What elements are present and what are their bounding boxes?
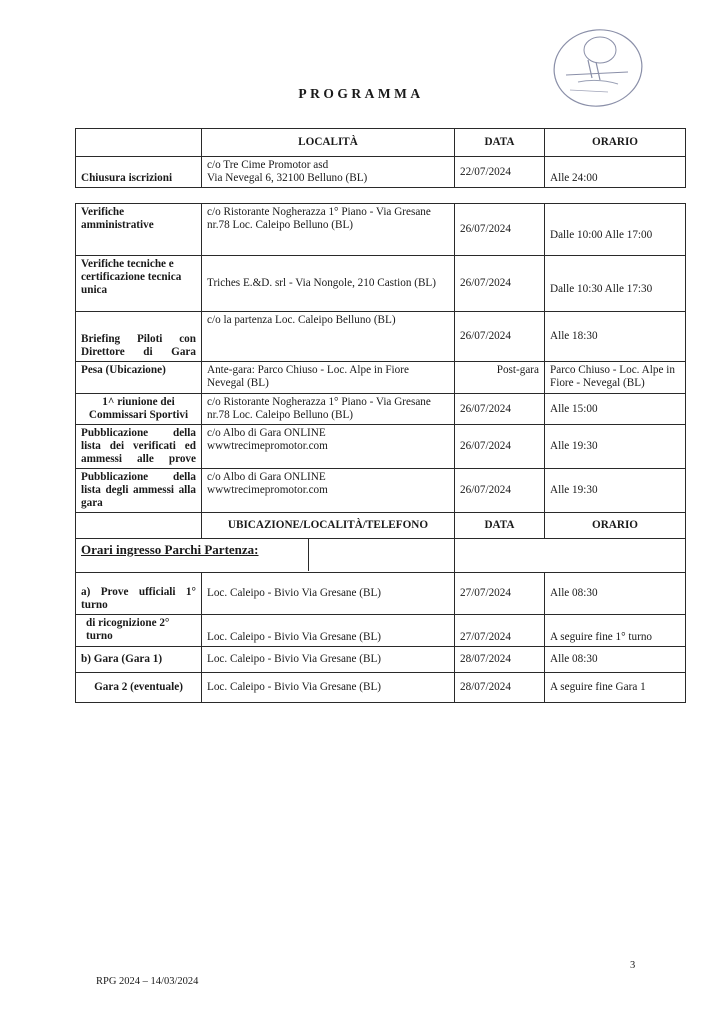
table-row bbox=[76, 312, 686, 362]
parchi-orario: A seguire fine Gara 1 bbox=[545, 673, 686, 703]
chiusura-data: 22/07/2024 bbox=[455, 157, 545, 188]
table-row bbox=[76, 204, 686, 256]
parchi-data: 28/07/2024 bbox=[455, 647, 545, 673]
chiusura-label: Chiusura iscrizioni bbox=[76, 157, 202, 188]
row-label: Briefing Piloti con Direttore di Gara bbox=[76, 312, 202, 362]
chiusura-localita bbox=[202, 157, 455, 188]
table-row bbox=[76, 425, 686, 469]
row-localita: c/o la partenza Loc. Caleipo Belluno (BL) bbox=[202, 312, 455, 362]
chiusura-table bbox=[75, 128, 686, 188]
row-orario: Alle 19:30 bbox=[545, 425, 686, 469]
table-row bbox=[76, 573, 686, 615]
table-row bbox=[76, 469, 686, 513]
parchi-data: 27/07/2024 bbox=[455, 573, 545, 615]
parchi-label: Gara 2 (eventuale) bbox=[76, 673, 202, 703]
row-orario: Alle 15:00 bbox=[545, 394, 686, 425]
row-localita: c/o Ristorante Nogherazza 1° Piano - Via Gresane nr.78 Loc. Caleipo Belluno (BL) bbox=[202, 204, 455, 256]
parchi-title-row bbox=[76, 539, 686, 573]
row-localita: Ante-gara: Parco Chiuso - Loc. Alpe in Fiore Nevegal (BL) bbox=[202, 362, 455, 394]
row-localita bbox=[202, 469, 455, 513]
parchi-localita: Loc. Caleipo - Bivio Via Gresane (BL) bbox=[202, 573, 455, 615]
parchi-localita: Loc. Caleipo - Bivio Via Gresane (BL) bbox=[202, 615, 455, 647]
row-localita: c/o Ristorante Nogherazza 1° Piano - Via Gresane nr.78 Loc. Caleipo Belluno (BL) bbox=[202, 394, 455, 425]
row-orario: Alle 18:30 bbox=[545, 312, 686, 362]
parchi-title: Orari ingresso Parchi Partenza: bbox=[76, 539, 309, 571]
row-localita-line1: c/o Albo di Gara ONLINE bbox=[207, 471, 326, 483]
row-data: 26/07/2024 bbox=[455, 469, 545, 513]
header2-empty bbox=[76, 513, 202, 539]
row-localita-line2: wwwtrecimepromotor.com bbox=[207, 484, 328, 496]
row-label: Pubblicazione della lista degli ammessi alla gara bbox=[76, 469, 202, 513]
row-localita-line1: c/o Albo di Gara ONLINE bbox=[207, 427, 326, 439]
parchi-label: a) Prove ufficiali 1° turno bbox=[76, 573, 202, 615]
chiusura-localita-line1: c/o Tre Cime Promotor asd bbox=[207, 159, 329, 171]
page-number: 3 bbox=[630, 960, 636, 971]
programma-table bbox=[75, 203, 686, 703]
row-data: 26/07/2024 bbox=[455, 394, 545, 425]
table-row bbox=[76, 647, 686, 673]
chiusura-orario: Alle 24:00 bbox=[545, 157, 686, 188]
parchi-data: 28/07/2024 bbox=[455, 673, 545, 703]
table-row bbox=[76, 362, 686, 394]
parchi-localita: Loc. Caleipo - Bivio Via Gresane (BL) bbox=[202, 647, 455, 673]
row-localita bbox=[202, 425, 455, 469]
row-orario: Dalle 10:30 Alle 17:30 bbox=[545, 256, 686, 312]
row-data: Post-gara bbox=[455, 362, 545, 394]
row-orario: Parco Chiuso - Loc. Alpe in Fiore - Nevegal (BL) bbox=[545, 362, 686, 394]
parchi-orario: Alle 08:30 bbox=[545, 573, 686, 615]
header2-orario: ORARIO bbox=[545, 513, 686, 539]
parchi-orario: Alle 08:30 bbox=[545, 647, 686, 673]
row-orario: Alle 19:30 bbox=[545, 469, 686, 513]
header2-data: DATA bbox=[455, 513, 545, 539]
row-localita: Triches E.&D. srl - Via Nongole, 210 Castion (BL) bbox=[202, 256, 455, 312]
table-row bbox=[76, 673, 686, 703]
row-data: 26/07/2024 bbox=[455, 425, 545, 469]
row-localita-line2: wwwtrecimepromotor.com bbox=[207, 440, 328, 452]
header-orario: ORARIO bbox=[545, 129, 686, 157]
parchi-label: b) Gara (Gara 1) bbox=[76, 647, 202, 673]
parchi-label: di ricognizione 2° turno bbox=[76, 615, 202, 647]
parchi-data: 27/07/2024 bbox=[455, 615, 545, 647]
header-empty bbox=[76, 129, 202, 157]
parchi-orario: A seguire fine 1° turno bbox=[545, 615, 686, 647]
row-data: 26/07/2024 bbox=[455, 256, 545, 312]
document-reference: RPG 2024 – 14/03/2024 bbox=[96, 976, 199, 987]
row-label: Pesa (Ubicazione) bbox=[76, 362, 202, 394]
row-label: Verifiche tecniche e certificazione tecnica unica bbox=[76, 256, 202, 312]
row-label: 1^ riunione dei Commissari Sportivi bbox=[76, 394, 202, 425]
row-label: Verifiche amministrative bbox=[76, 204, 202, 256]
header2-localita: UBICAZIONE/LOCALITÀ/TELEFONO bbox=[202, 513, 455, 539]
row-data: 26/07/2024 bbox=[455, 204, 545, 256]
row-data: 26/07/2024 bbox=[455, 312, 545, 362]
parchi-localita: Loc. Caleipo - Bivio Via Gresane (BL) bbox=[202, 673, 455, 703]
row-orario: Dalle 10:00 Alle 17:00 bbox=[545, 204, 686, 256]
page-title: PROGRAMMA bbox=[298, 86, 424, 101]
table-row bbox=[76, 394, 686, 425]
header-localita: LOCALITÀ bbox=[202, 129, 455, 157]
section-header-row bbox=[76, 513, 686, 539]
header-data: DATA bbox=[455, 129, 545, 157]
chiusura-localita-line2: Via Nevegal 6, 32100 Belluno (BL) bbox=[207, 172, 368, 184]
row-label: Pubblicazione della lista dei verificati ed ammessi alle prove bbox=[76, 425, 202, 469]
table-row bbox=[76, 256, 686, 312]
table-row bbox=[76, 615, 686, 647]
